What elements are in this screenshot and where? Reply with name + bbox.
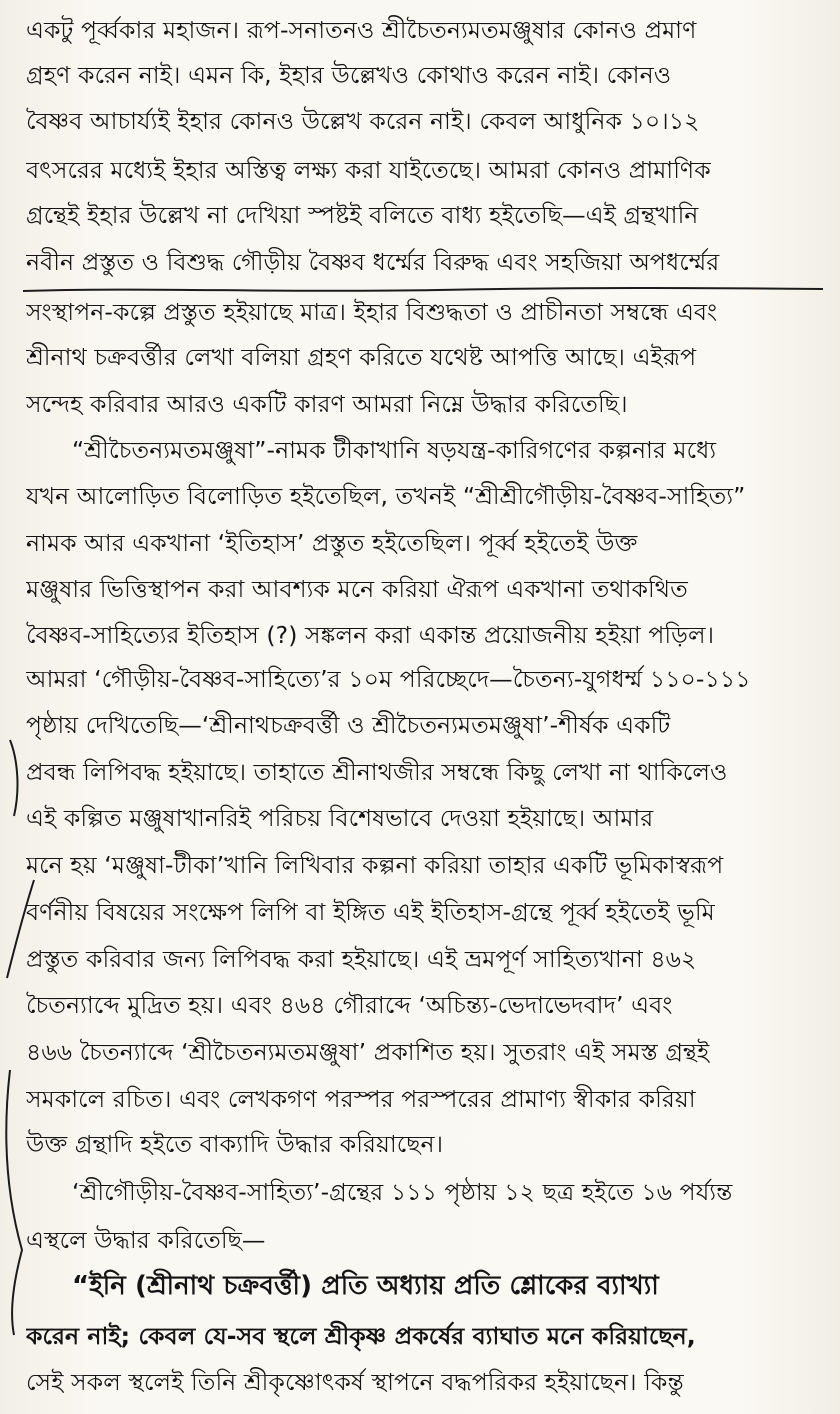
text-line-22: চৈতন্যাব্দে মুদ্রিত হয়। এবং ৪৬৪ গৌরাব্দে ‘অচিন্ত্য-ভেদাভেদবাদ’ এবং: [26, 991, 673, 1019]
margin-pen-marks: [0, 720, 50, 1340]
text-line-27: এস্থলে উদ্ধার করিতেছি—: [26, 1226, 266, 1254]
text-line-23: ৪৬৬ চৈতন্যাব্দে ‘শ্রীচৈতন্যমতমঞ্জুষা’ প্রকাশিত হয়। সুতরাং এই সমস্ত গ্রন্থই: [26, 1038, 710, 1066]
text-line-14: বৈষ্ণব-সাহিত্যের ইতিহাস (?) সঙ্কলন করা একান্ত প্রয়োজনীয় হইয়া পড়িল।: [26, 621, 715, 649]
text-line-16: পৃষ্ঠায় দেখিতেছি—‘শ্রীনাথচক্রবর্ত্তী ও শ্রীচৈতন্যমতমঞ্জুষা’-শীর্ষক একটি: [26, 711, 671, 739]
text-line-17: প্রবন্ধ লিপিবদ্ধ হইয়াছে। তাহাতে শ্রীনাথজীর সম্বন্ধে কিছু লেখা না থাকিলেও: [26, 758, 728, 786]
text-line-24: সমকালে রচিত। এবং লেখকগণ পরস্পর পরস্পরের প্রামাণ্য স্বীকার করিয়া: [26, 1085, 696, 1113]
text-line-12: নামক আর একখানা ‘ইতিহাস’ প্রস্তুত হইতেছিল। পূর্ব্ব হইতেই উক্ত: [26, 529, 638, 557]
text-line-1: একটু পূর্ব্বকার মহাজন। রূপ-সনাতনও শ্রীচৈতন্যমতমঞ্জুষার কোনও প্রমাণ: [26, 16, 697, 44]
text-line-25: উক্ত গ্রন্থাদি হইতে বাক্যাদি উদ্ধার করিয়াছেন।: [26, 1130, 444, 1158]
text-line-30: সেই সকল স্থলেই তিনি শ্রীকৃষ্ণোৎকর্ষ স্থাপনে বদ্ধপরিকর হইয়াছেন। কিন্তু: [26, 1368, 684, 1396]
text-line-28: “ইনি (শ্রীনাথ চক্রবর্ত্তী) প্রতি অধ্যায় প্রতি শ্লোকের ব্যাখ্যা: [72, 1271, 659, 1301]
text-line-7: সংস্থাপন-কল্পে প্রস্তুত হইয়াছে মাত্র। ইহার বিশুদ্ধতা ও প্রাচীনতা সম্বন্ধে এবং: [26, 298, 718, 326]
text-line-15: আমরা ‘গৌড়ীয়-বৈষ্ণব-সাহিত্যে’র ১০ম পরিচ্ছেদে—চৈতন্য-যুগধর্ম্ম ১১০-১১১: [26, 665, 751, 693]
text-line-29: করেন নাই; কেবল যে-সব স্থলে শ্রীকৃষ্ণ প্রকর্ষের ব্যাঘাত মনে করিয়াছেন,: [26, 1322, 696, 1350]
text-line-19: মনে হয় ‘মঞ্জুষা-টীকা’খানি লিখিবার কল্পনা করিয়া তাহার একটি ভূমিকাস্বরূপ: [26, 851, 724, 879]
text-line-21: প্রস্তুত করিবার জন্য লিপিবদ্ধ করা হইয়াছে। এই ভ্রমপূর্ণ সাহিত্যখানা ৪৬২: [26, 945, 697, 973]
text-line-13: মঞ্জুষার ভিত্তিস্থাপন করা আবশ্যক মনে করিয়া ঐরূপ একখানা তথাকথিত: [26, 575, 688, 603]
text-line-4: বৎসরের মধ্যেই ইহার অস্তিত্ব লক্ষ্য করা যাইতেছে। আমরা কোনও প্রামাণিক: [26, 156, 711, 184]
text-line-10: “শ্রীচৈতন্যমতমঞ্জুষা”-নামক টীকাখানি ষড়যন্ত্র-কারিগণের কল্পনার মধ্যে: [72, 436, 717, 464]
text-line-5: গ্রন্থেই ইহার উল্লেখ না দেখিয়া স্পষ্টই বলিতে বাধ্য হইতেছি—এই গ্রন্থখানি: [26, 201, 699, 229]
text-line-8: শ্রীনাথ চক্রবর্ত্তীর লেখা বলিয়া গ্রহণ করিতে যথেষ্ট আপত্তি আছে। এইরূপ: [26, 343, 697, 371]
text-line-9: সন্দেহ করিবার আরও একটি কারণ আমরা নিম্নে উদ্ধার করিতেছি।: [26, 390, 628, 418]
text-line-11: যখন আলোড়িত বিলোড়িত হইতেছিল, তখনই “শ্রীশ্রীগৌড়ীয়-বৈষ্ণব-সাহিত্য”: [26, 482, 746, 510]
text-line-2: গ্রহণ করেন নাই। এমন কি, ইহার উল্লেখও কোথাও করেন নাই। কোনও: [26, 61, 672, 89]
text-line-26: ‘শ্রীগৌড়ীয়-বৈষ্ণব-সাহিত্য’-গ্রন্থের ১১১ পৃষ্ঠায় ১২ ছত্র হইতে ১৬ পর্য্যন্ত: [72, 1178, 733, 1206]
text-line-3: বৈষ্ণব আচার্য্যই ইহার কোনও উল্লেখ করেন নাই। কেবল আধুনিক ১০।১২: [26, 107, 700, 135]
text-line-20: বর্ণনীয় বিষয়ের সংক্ষেপ লিপি বা ইঙ্গিত এই ইতিহাস-গ্রন্থে পূর্ব্ব হইতেই ভূমি: [26, 898, 715, 926]
text-line-18: এই কল্পিত মঞ্জুষাখানরিই পরিচয় বিশেষভাবে দেওয়া হইয়াছে। আমার: [26, 804, 654, 832]
text-line-6: নবীন প্রস্তুত ও বিশুদ্ধ গৌড়ীয় বৈষ্ণব ধর্ম্মের বিরুদ্ধ এবং সহজিয়া অপধর্ম্মের: [26, 248, 720, 276]
